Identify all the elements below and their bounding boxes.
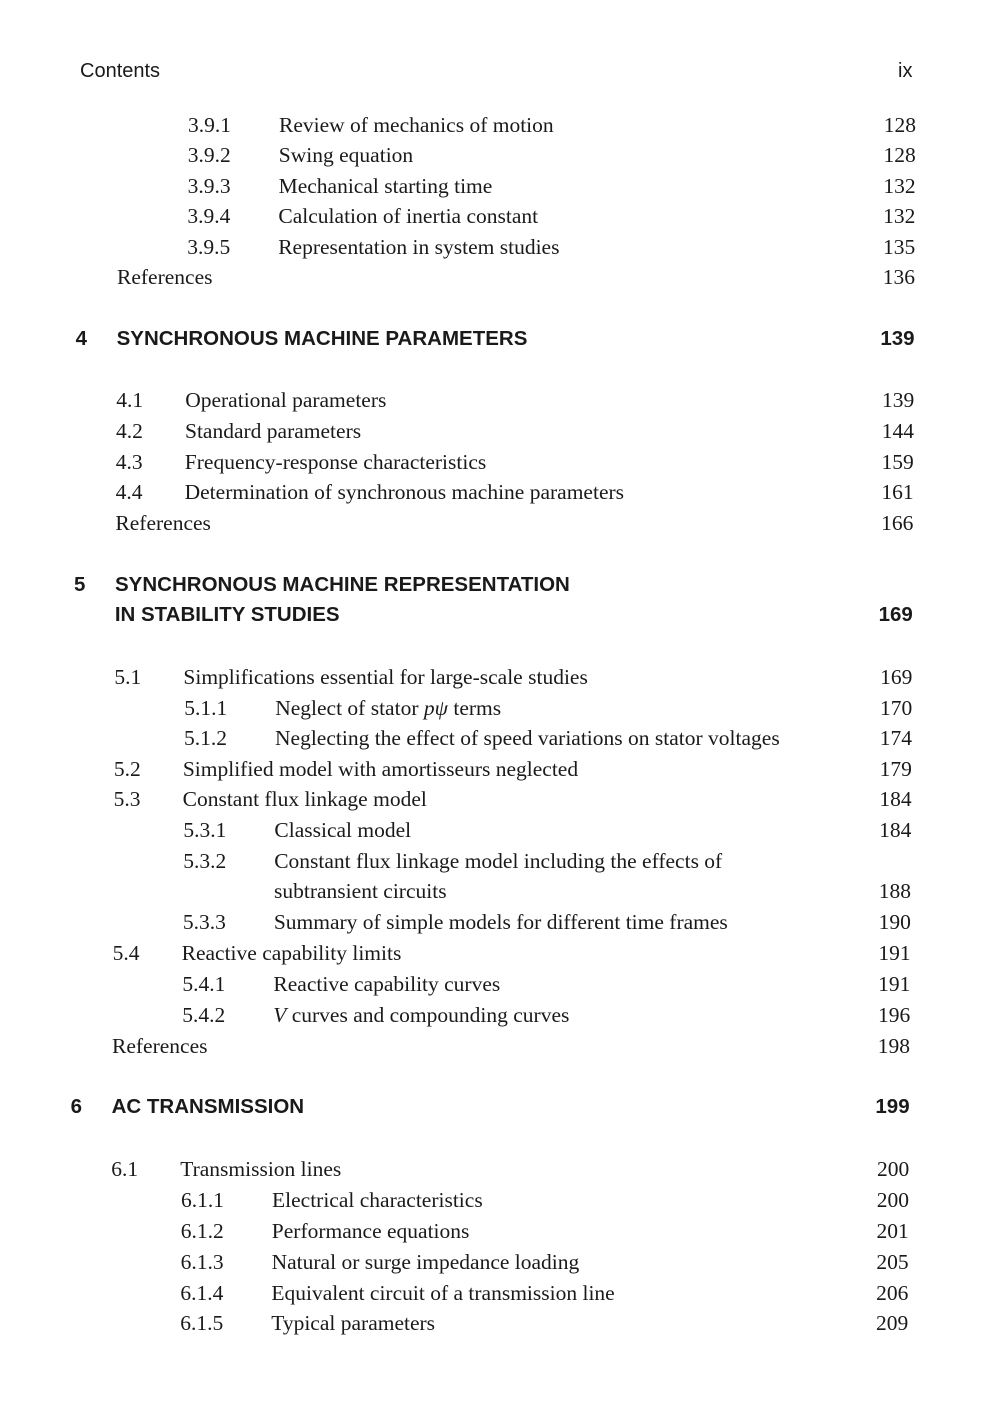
toc-entry [0,1186,992,1214]
toc-entry [0,417,992,445]
toc-entry [0,1001,992,1029]
entry-title: SYNCHRONOUS MACHINE REPRESENTATION [115,573,570,596]
entry-page-number: 191 [878,941,911,965]
toc-entry [0,663,992,691]
toc-entry [0,785,992,813]
entry-page-number: 128 [883,143,916,167]
entry-page-number: 179 [879,757,912,781]
chapter-heading [0,571,992,599]
entry-title: References [117,265,213,289]
entry-page-number: 166 [881,511,914,535]
entry-title: SYNCHRONOUS MACHINE PARAMETERS [116,327,528,350]
entry-title: Frequency-response characteristics [184,450,487,474]
entry-number: 6.1 [111,1157,139,1181]
entry-page-number: 188 [878,879,912,903]
chapter-heading [0,1093,992,1121]
toc-entry [0,939,992,967]
toc-entry [0,694,992,722]
entry-title: Reactive capability limits [181,941,402,965]
entry-number: 5.3.2 [183,849,227,873]
entry-page-number: 198 [877,1034,910,1058]
entry-title: Equivalent circuit of a transmission line [271,1281,615,1305]
entry-page-number: 200 [876,1157,910,1181]
entry-number: 5.4.2 [182,1003,226,1027]
entry-number: 5.3.1 [183,818,227,842]
entry-title: Constant flux linkage model [182,787,427,811]
references-entry [0,263,992,291]
entry-page-number: 128 [883,113,916,137]
entry-page-number: 184 [879,787,912,811]
toc-entry [0,970,992,998]
entry-title: Summary of simple models for different time frames [273,910,728,934]
entry-title: V curves and compounding curves [273,1003,570,1027]
entry-number: 4.3 [115,450,143,474]
entry-number: 6 [70,1095,83,1118]
entry-number: 6.1.1 [181,1188,224,1212]
entry-number: 4.4 [115,480,143,504]
toc-entry [0,478,992,506]
entry-number: 5.4 [112,941,140,965]
entry-title: Simplifications essential for large-scale studies [183,665,588,689]
toc-entry [0,1217,992,1245]
entry-page-number: 205 [876,1250,909,1274]
entry-number: 5.1.1 [184,696,228,720]
entry-title: Reactive capability curves [273,972,501,996]
entry-page-number: 190 [878,910,911,934]
entry-number: 4.2 [116,419,143,443]
toc-entry [0,816,992,844]
toc-entry [0,202,992,230]
entry-page-number: 135 [882,235,916,259]
toc-entry [0,877,992,905]
entry-number: 6.1.2 [180,1219,224,1243]
entry-title: AC TRANSMISSION [111,1095,305,1118]
entry-number: 5.3 [113,787,141,811]
toc-entry [0,847,992,875]
entry-number: 5.1 [114,665,142,689]
entry-title: References [115,511,211,535]
toc-entry [0,448,992,476]
references-entry [0,1032,992,1060]
entry-page-number: 169 [878,603,913,626]
entry-page-number: 174 [879,726,912,750]
entry-page-number: 139 [881,388,915,412]
entry-title: IN STABILITY STUDIES [114,603,340,626]
entry-title: Determination of synchronous machine parameters [184,480,625,504]
entry-title: Mechanical starting time [278,174,493,198]
entry-page-number: 199 [875,1095,910,1118]
entry-page-number: 161 [881,480,914,504]
entry-number: 3.9.4 [187,204,231,228]
entry-number: 5.3.3 [182,910,226,934]
entry-number: 4 [75,327,87,350]
entry-title: Typical parameters [271,1311,436,1335]
entry-number: 6.1.5 [180,1311,224,1335]
entry-page-number: 170 [879,696,913,720]
toc-entry [0,1248,992,1276]
entry-number: 5.1.2 [184,726,227,750]
toc-entry [0,1309,992,1337]
entry-title: Neglect of stator pψ terms [275,696,502,720]
entry-title: Neglecting the effect of speed variations on stator voltages [275,726,780,750]
entry-page-number: 191 [878,972,911,996]
toc-entry [0,111,992,139]
entry-number: 5 [74,573,86,596]
running-header-title: Contents [80,60,161,82]
entry-title: Constant flux linkage model including the effects of [274,849,723,873]
entry-title: Simplified model with amortisseurs neglected [182,757,579,781]
entry-title: Representation in system studies [278,235,560,259]
entry-page-number: 159 [881,450,914,474]
toc-entry [0,1155,992,1183]
entry-page-number: 201 [876,1219,909,1243]
entry-title: Natural or surge impedance loading [271,1250,580,1274]
entry-page-number: 132 [883,204,916,228]
entry-number: 6.1.3 [180,1250,224,1274]
entry-title: Classical model [274,818,412,842]
entry-number: 3.9.1 [188,113,231,137]
toc-entry [0,233,992,261]
entry-number: 3.9.3 [187,174,231,198]
toc-entry [0,141,992,169]
entry-number: 3.9.5 [187,235,231,259]
entry-number: 4.1 [116,388,144,412]
toc-entry [0,386,992,414]
entry-title: subtransient circuits [274,879,447,903]
entry-title: References [112,1034,208,1058]
entry-title: Standard parameters [185,419,362,443]
entry-number: 6.1.4 [180,1281,224,1305]
entry-page-number: 200 [876,1188,909,1212]
toc-entry [0,908,992,936]
entry-page-number: 196 [877,1003,911,1027]
toc-entry [0,724,992,752]
entry-page-number: 136 [882,265,915,289]
entry-page-number: 139 [880,327,915,350]
entry-page-number: 206 [876,1281,909,1305]
toc-entry [0,1279,992,1307]
entry-page-number: 209 [875,1311,909,1335]
entry-title: Electrical characteristics [272,1188,483,1212]
entry-title: Swing equation [278,143,414,167]
entry-number: 3.9.2 [187,143,231,167]
entry-page-number: 132 [883,174,916,198]
entry-title: Calculation of inertia constant [278,204,539,228]
entry-page-number: 169 [880,665,913,689]
toc-entry [0,755,992,783]
chapter-heading [0,325,992,353]
chapter-heading [0,601,992,629]
entry-number: 5.2 [113,757,141,781]
entry-page-number: 144 [881,419,914,443]
entry-title: Transmission lines [180,1157,342,1181]
page-number: ix [898,60,913,82]
references-entry [0,509,992,537]
entry-title: Review of mechanics of motion [279,113,554,137]
entry-page-number: 184 [879,818,912,842]
entry-title: Operational parameters [185,388,387,412]
entry-number: 5.4.1 [182,972,226,996]
toc-entry [0,172,992,200]
entry-title: Performance equations [271,1219,470,1243]
